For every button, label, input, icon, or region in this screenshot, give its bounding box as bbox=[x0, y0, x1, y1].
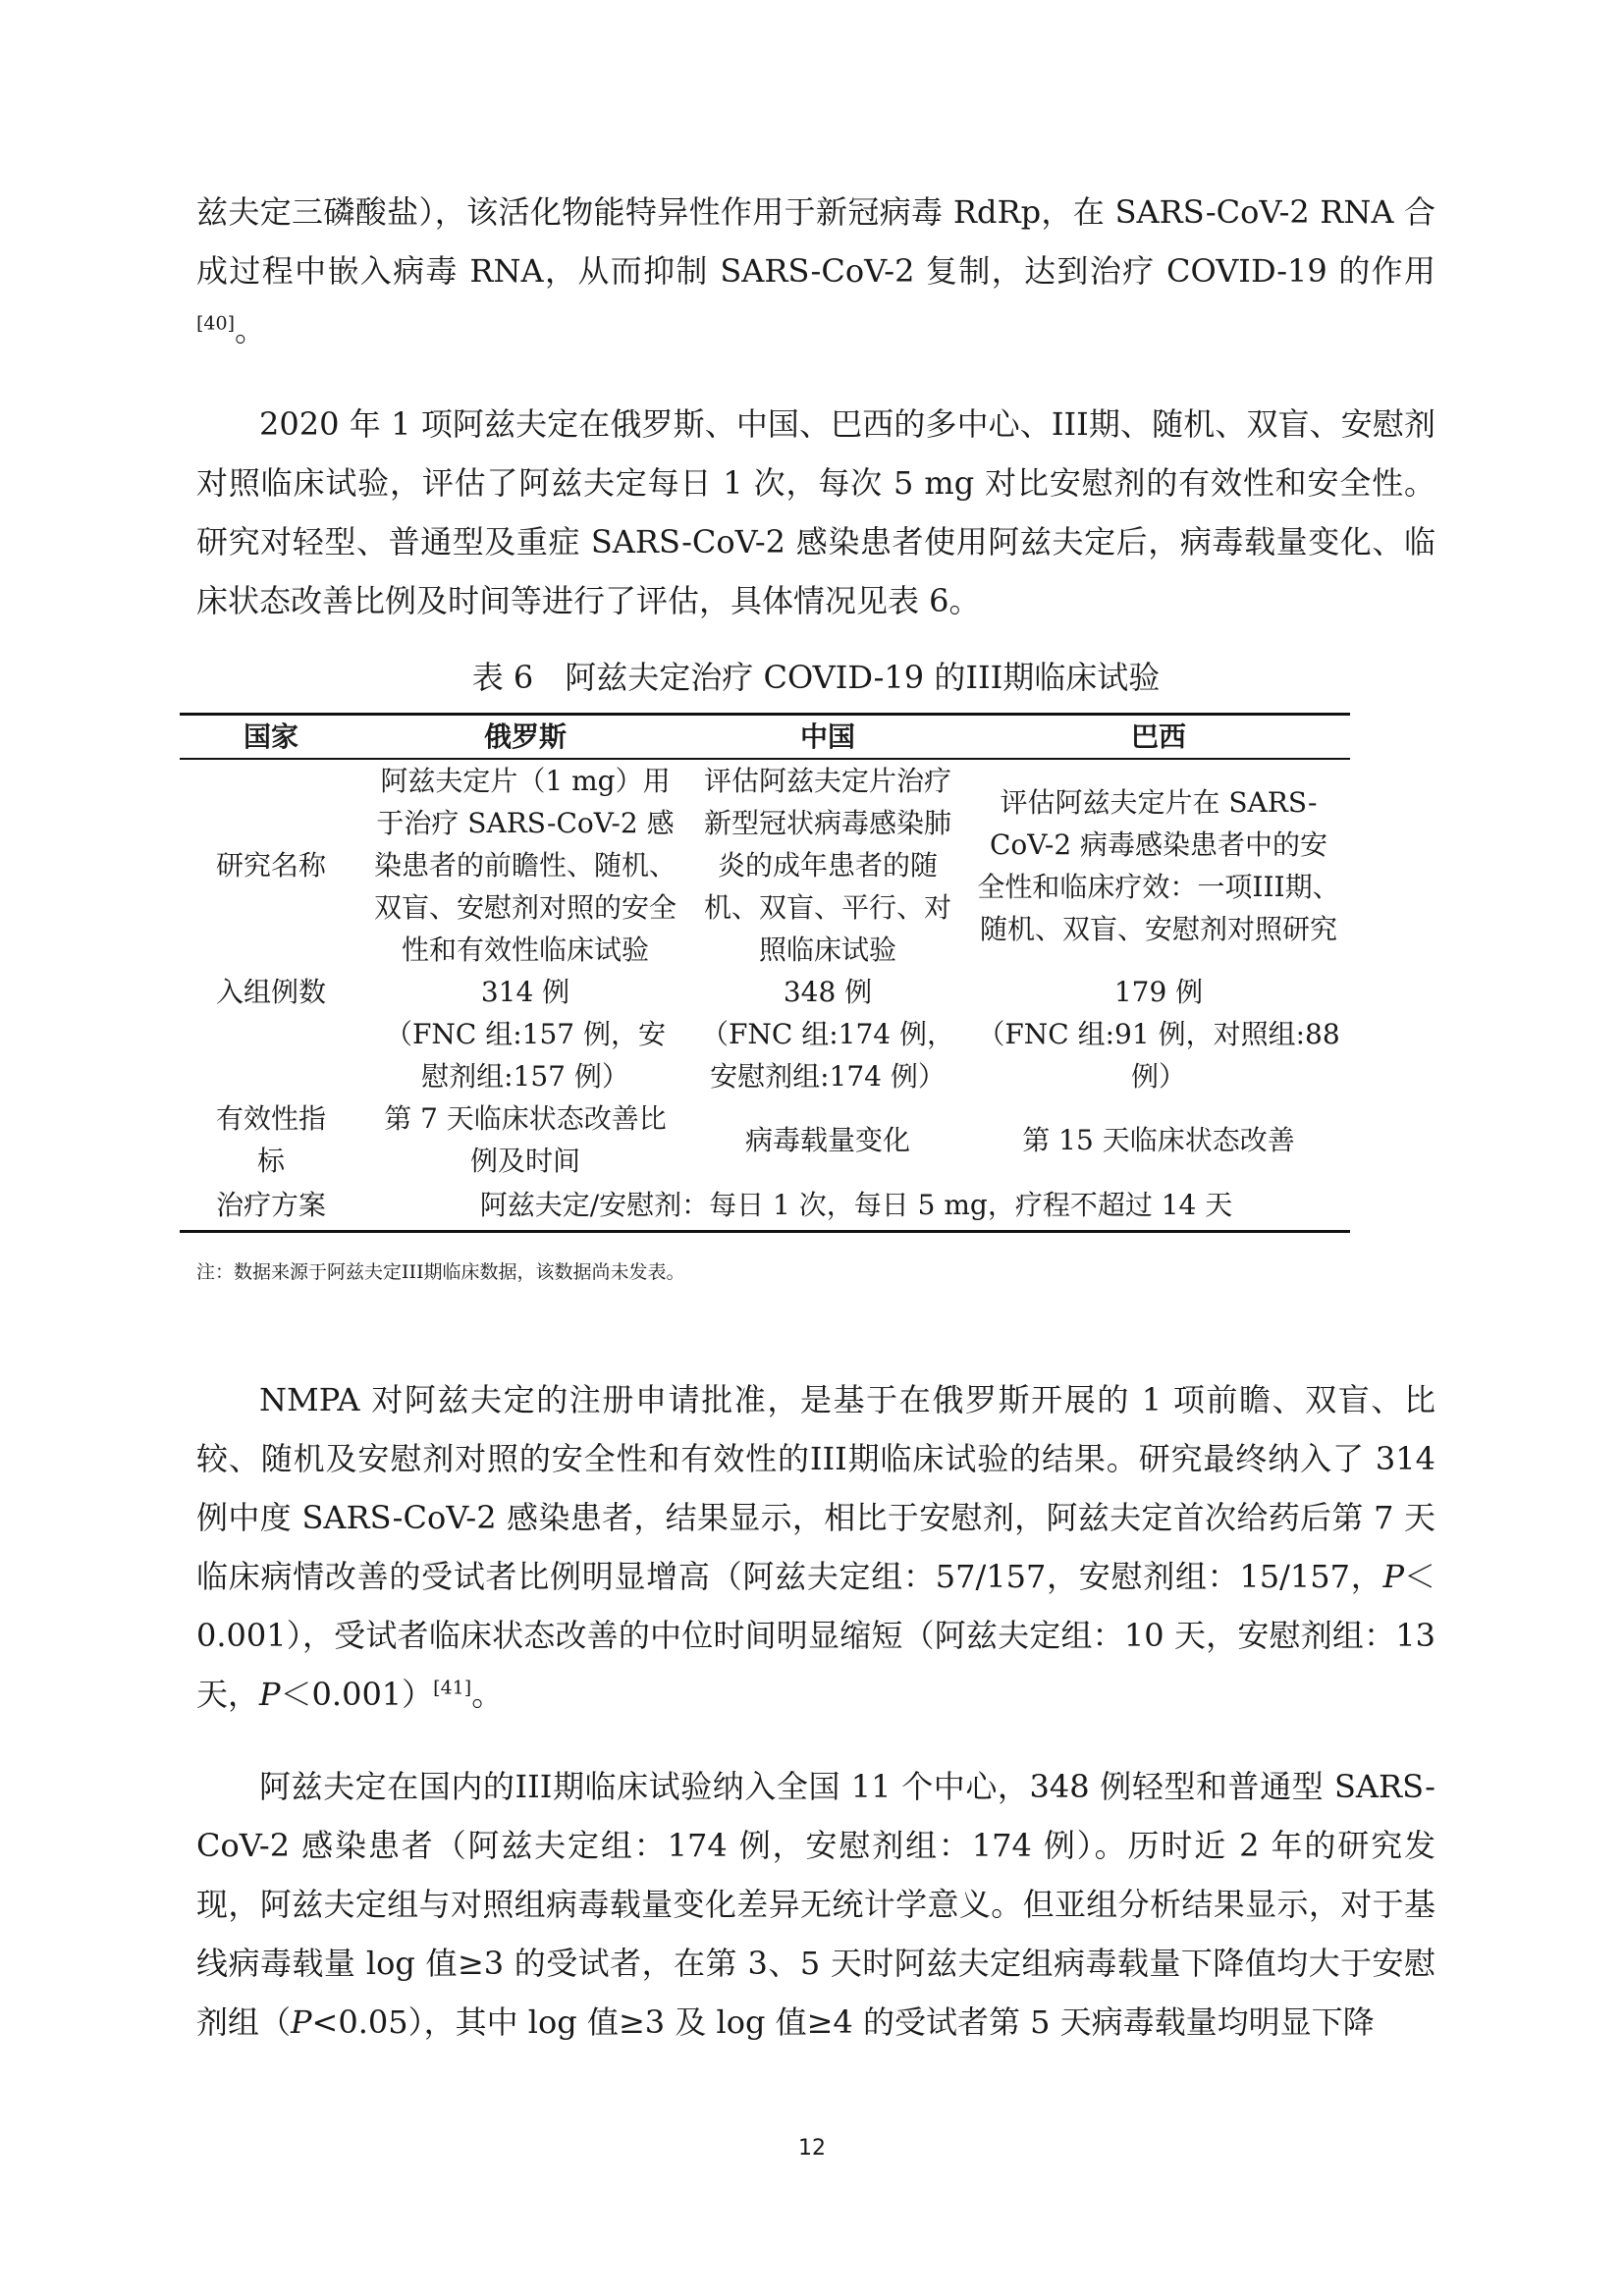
paragraph-tail: 。 bbox=[471, 1676, 504, 1713]
table-note: 注：数据来源于阿兹夫定III期临床数据，该数据尚未发表。 bbox=[196, 1261, 685, 1283]
cell-china: （FNC 组:174 例，安慰剂组:174 例） bbox=[700, 1018, 955, 1093]
table-header-row bbox=[180, 715, 1350, 760]
paragraph-text: ＜0.001），受试者临床状态改善的中位时间明显缩短（阿兹夫定组：10 天，安慰剂组：13 天， bbox=[196, 1558, 1435, 1713]
row-label-empty bbox=[180, 1013, 362, 1097]
paragraph-china-results bbox=[196, 1757, 1435, 2052]
header-brazil: 巴西 bbox=[1130, 721, 1186, 753]
cell-brazil: 评估阿兹夫定片在 SARS-CoV-2 病毒感染患者中的安全性和临床疗效：一项III期、随机、双盲、安慰剂对照研究 bbox=[977, 785, 1340, 945]
paragraph-text: ＜0.001） bbox=[280, 1676, 434, 1713]
paragraph-text: NMPA 对阿兹夫定的注册申请批准，是基于在俄罗斯开展的 1 项前瞻、双盲、比较、随机及安慰剂对照的安全性和有效性的III期临床试验的结果。研究最终纳入了 314 例中度 SARS-CoV-2 感染患者，结果显示，相比于安慰剂，阿兹夫定首次给药后第 7 天临床病情改善的受试者比例明显增高（阿兹夫定组：57/157，安慰剂组：15/157， bbox=[196, 1381, 1435, 1595]
cell-russia: 阿兹夫定片（1 mg）用于治疗 SARS-CoV-2 感染患者的前瞻性、随机、双盲、安慰剂对照的安全性和有效性临床试验 bbox=[373, 765, 677, 966]
cell-brazil: 179 例 bbox=[1113, 976, 1204, 1008]
table-row-study-name bbox=[180, 759, 1350, 971]
cell-brazil: （FNC 组:91 例，对照组:88 例） bbox=[977, 1018, 1340, 1093]
cell-russia: （FNC 组:157 例，安慰剂组:157 例） bbox=[384, 1018, 667, 1093]
table-row-enrollment bbox=[180, 971, 1350, 1013]
p-value-symbol: P bbox=[259, 1676, 281, 1713]
paragraph-russia-results bbox=[196, 1370, 1435, 1724]
cell-regimen: 阿兹夫定/安慰剂：每日 1 次，每日 5 mg，疗程不超过 14 天 bbox=[479, 1189, 1233, 1221]
paragraph-tail: 。 bbox=[235, 311, 267, 348]
cell-brazil: 第 15 天临床状态改善 bbox=[1022, 1123, 1295, 1156]
cell-china: 评估阿兹夫定片治疗新型冠状病毒感染肺炎的成年患者的随机、双盲、平行、对照临床试验 bbox=[703, 765, 951, 966]
cell-china: 348 例 bbox=[783, 976, 873, 1008]
paragraph-mechanism bbox=[196, 183, 1435, 359]
cell-china: 病毒载量变化 bbox=[744, 1123, 910, 1156]
p-value-symbol: P bbox=[291, 2003, 312, 2041]
trial-table-container bbox=[180, 713, 1350, 1233]
header-russia: 俄罗斯 bbox=[483, 721, 567, 753]
citation-ref: [40] bbox=[196, 312, 236, 335]
p-value-symbol: P bbox=[1382, 1558, 1404, 1595]
page-number: 12 bbox=[798, 2136, 826, 2161]
row-label: 有效性指标 bbox=[215, 1102, 326, 1177]
paragraph-text: 阿兹夫定在国内的III期临床试验纳入全国 11 个中心，348 例轻型和普通型 SARS-CoV-2 感染患者（阿兹夫定组：174 例，安慰剂组：174 例）。历时近 2 年的研究发现，阿兹夫定组与对照组病毒载量变化差异无统计学意义。但亚组分析结果显示，对于基线病毒载量 log 值≥3 的受试者，在第 3、5 天时阿兹夫定组病毒载量下降值均大于安慰剂组（ bbox=[196, 1768, 1435, 2041]
citation-ref: [41] bbox=[433, 1677, 472, 1699]
row-label: 治疗方案 bbox=[215, 1189, 326, 1221]
paragraph-trial-overview bbox=[196, 395, 1435, 630]
row-label: 入组例数 bbox=[215, 976, 326, 1008]
cell-russia: 314 例 bbox=[480, 976, 570, 1008]
table-row-regimen bbox=[180, 1182, 1350, 1232]
table-row-endpoint bbox=[180, 1097, 1350, 1182]
table-row-enrollment-detail bbox=[180, 1013, 1350, 1097]
paragraph-text: 兹夫定三磷酸盐），该活化物能特异性作用于新冠病毒 RdRp，在 SARS-CoV-2 RNA 合成过程中嵌入病毒 RNA，从而抑制 SARS-CoV-2 复制，达到治疗 COVID-19 的作用 bbox=[196, 193, 1435, 290]
trial-table bbox=[180, 713, 1350, 1233]
cell-russia: 第 7 天临床状态改善比例及时间 bbox=[384, 1102, 667, 1177]
paragraph-text: 2020 年 1 项阿兹夫定在俄罗斯、中国、巴西的多中心、III期、随机、双盲、安慰剂对照临床试验，评估了阿兹夫定每日 1 次，每次 5 mg 对比安慰剂的有效性和安全性。研究对轻型、普通型及重症 SARS-CoV-2 感染患者使用阿兹夫定后，病毒载量变化、临床状态改善比例及时间等进行了评估，具体情况见表 6。 bbox=[196, 405, 1435, 619]
row-label: 研究名称 bbox=[215, 849, 326, 881]
table-caption: 表 6 阿兹夫定治疗 COVID-19 的III期临床试验 bbox=[471, 659, 1161, 696]
paragraph-text: <0.05），其中 log 值≥3 及 log 值≥4 的受试者第 5 天病毒载量均明显下降 bbox=[311, 2003, 1375, 2041]
header-country: 国家 bbox=[243, 721, 298, 753]
header-china: 中国 bbox=[799, 721, 855, 753]
